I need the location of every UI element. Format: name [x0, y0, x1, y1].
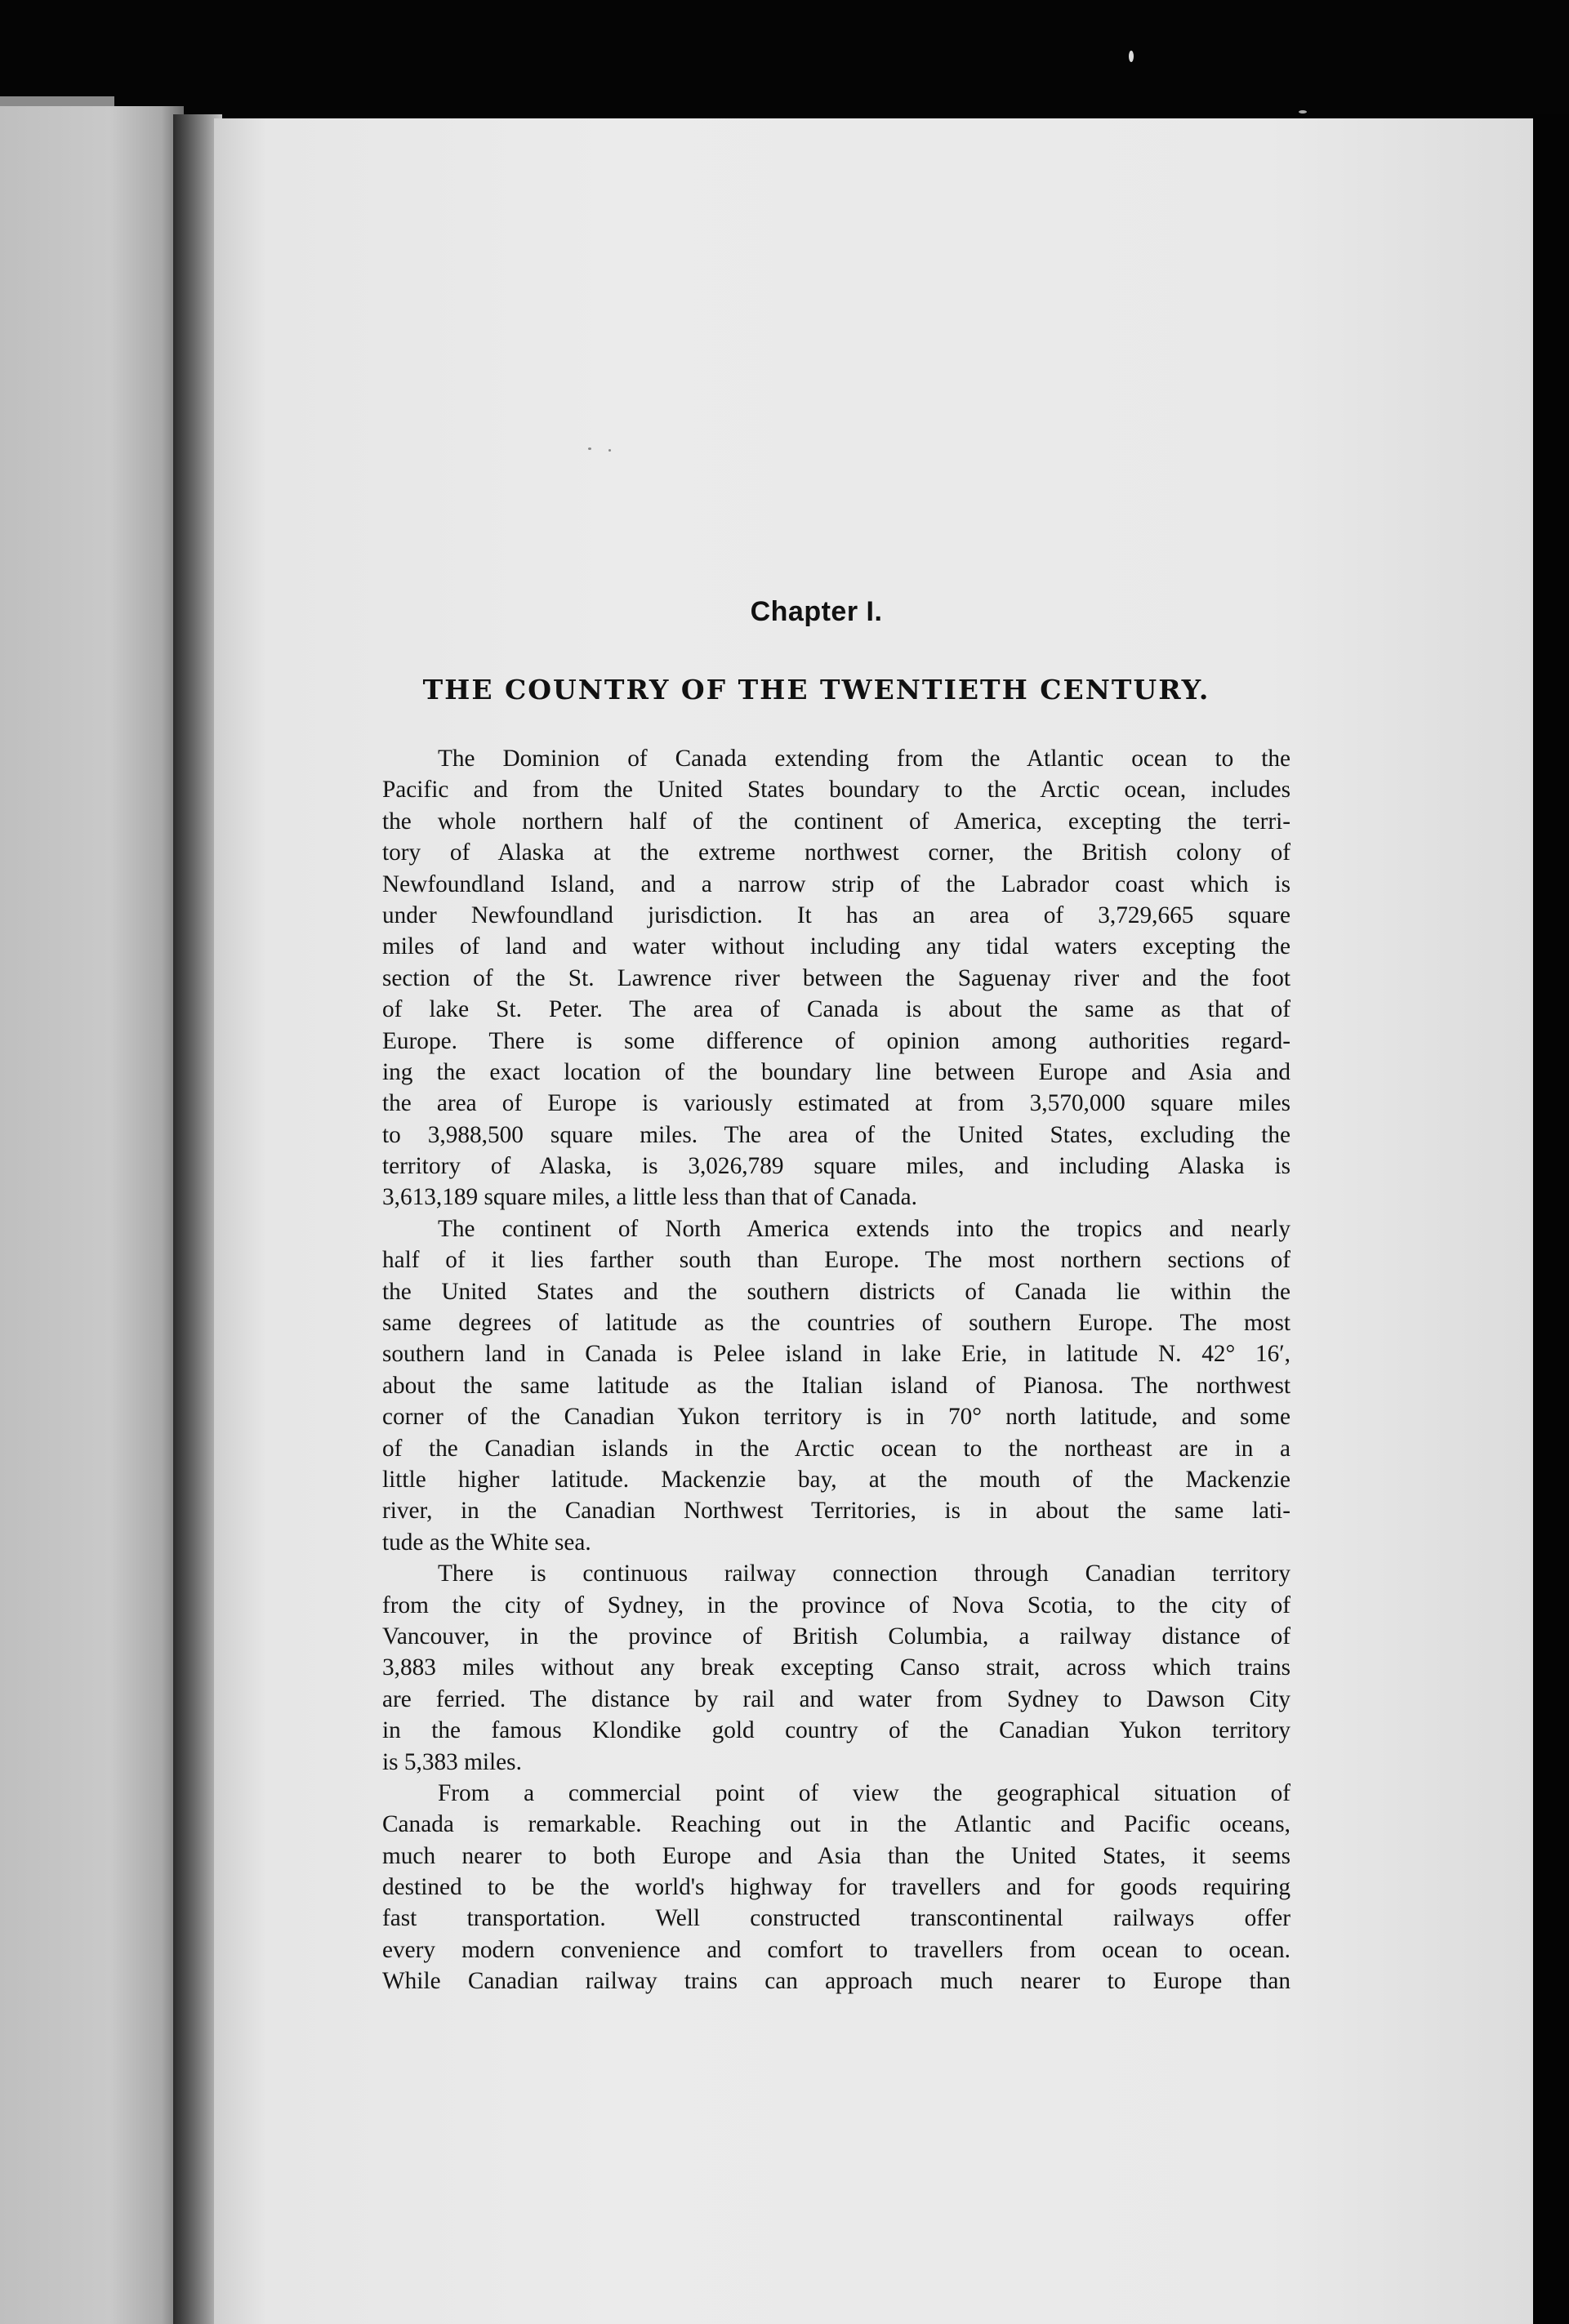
text-line: same degrees of latitude as the countries of southern Europe. The most	[382, 1310, 1290, 1337]
text-line: Pacific and from the United States boundary to the Arctic ocean, includes	[382, 777, 1290, 804]
text-line: territory of Alaska, is 3,026,789 square miles, and including Alaska is	[382, 1153, 1290, 1180]
text-line: section of the St. Lawrence river between the Saguenay river and the foot	[382, 964, 1290, 991]
text-line: tory of Alaska at the extreme northwest corner, the British colony of	[382, 839, 1290, 866]
text-line: 3,883 miles without any break excepting Canso strait, across which trains	[382, 1654, 1290, 1681]
text-line: There is continuous railway connection through Canadian territory	[438, 1560, 1290, 1587]
text-line: the United States and the southern districts of Canada lie within the	[382, 1278, 1290, 1305]
scan-speck	[588, 447, 591, 450]
scan-speck	[1129, 51, 1134, 62]
text-line: much nearer to both Europe and Asia than the United States, it seems	[382, 1842, 1290, 1869]
text-line: under Newfoundland jurisdiction. It has an area of 3,729,665 square	[382, 902, 1290, 928]
text-line: The continent of North America extends into the tropics and nearly	[438, 1215, 1290, 1242]
text-line: the whole northern half of the continent of America, excepting the terri-	[382, 808, 1290, 835]
text-line: from the city of Sydney, in the province of Nova Scotia, to the city of	[382, 1592, 1290, 1618]
paragraph	[327, 743, 1290, 1213]
text-line: ing the exact location of the boundary line between Europe and Asia and	[382, 1058, 1290, 1085]
text-line: of the Canadian islands in the Arctic ocean to the northeast are in a	[382, 1435, 1290, 1462]
text-line: fast transportation. Well constructed transcontinental railways offer	[382, 1905, 1290, 1932]
text-line: While Canadian railway trains can approach much nearer to Europe than	[382, 1968, 1290, 1995]
text-line: From a commercial point of view the geographical situation of	[438, 1779, 1290, 1806]
text-line: of lake St. Peter. The area of Canada is about the same as that of	[382, 996, 1290, 1023]
text-line: every modern convenience and comfort to travellers from ocean to ocean.	[382, 1936, 1290, 1963]
text-line: miles of land and water without including any tidal waters excepting the	[382, 933, 1290, 960]
text-line: tude as the White sea.	[382, 1529, 591, 1556]
paragraph	[327, 1778, 1290, 1997]
text-line: little higher latitude. Mackenzie bay, at the mouth of the Mackenzie	[382, 1466, 1290, 1493]
text-line: half of it lies farther south than Europe. The most northern sections of	[382, 1247, 1290, 1274]
body-text	[327, 743, 1290, 1997]
text-line: are ferried. The distance by rail and water from Sydney to Dawson City	[382, 1685, 1290, 1712]
text-line: southern land in Canada is Pelee island in lake Erie, in latitude N. 42° 16′,	[382, 1341, 1290, 1368]
chapter-title: THE COUNTRY OF THE TWENTIETH CENTURY.	[422, 674, 1210, 706]
text-line: to 3,988,500 square miles. The area of the United States, excluding the	[382, 1121, 1290, 1148]
text-line: Canada is remarkable. Reaching out in the Atlantic and Pacific oceans,	[382, 1811, 1290, 1838]
scan-speck	[608, 449, 611, 452]
text-line: destined to be the world's highway for travellers and for goods requiring	[382, 1874, 1290, 1901]
text-line: The Dominion of Canada extending from the Atlantic ocean to the	[438, 746, 1290, 772]
text-line: is 5,383 miles.	[382, 1748, 522, 1775]
text-line: corner of the Canadian Yukon territory is in 70° north latitude, and some	[382, 1404, 1290, 1431]
text-line: Europe. There is some difference of opinion among authorities regard-	[382, 1027, 1290, 1054]
text-line: the area of Europe is variously estimated at from 3,570,000 square miles	[382, 1090, 1290, 1117]
text-line: Vancouver, in the province of British Columbia, a railway distance of	[382, 1623, 1290, 1650]
text-line: 3,613,189 square miles, a little less than that of Canada.	[382, 1184, 917, 1211]
page-right-edge	[1533, 114, 1569, 2324]
scan-speck	[1299, 110, 1307, 114]
chapter-heading: Chapter I.	[750, 596, 883, 627]
paragraph	[327, 1558, 1290, 1778]
text-line: in the famous Klondike gold country of the Canadian Yukon territory	[382, 1717, 1290, 1744]
text-line: Newfoundland Island, and a narrow strip of the Labrador coast which is	[382, 870, 1290, 897]
text-line: about the same latitude as the Italian island of Pianosa. The northwest	[382, 1372, 1290, 1399]
left-page	[0, 106, 184, 2324]
text-line: river, in the Canadian Northwest Territories, is in about the same lati-	[382, 1498, 1290, 1525]
paragraph	[327, 1213, 1290, 1558]
